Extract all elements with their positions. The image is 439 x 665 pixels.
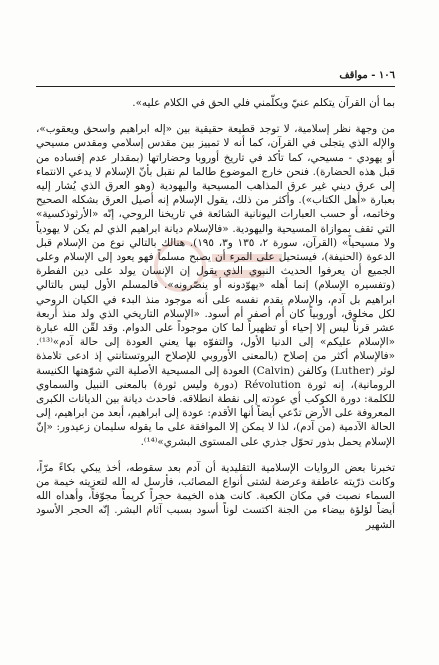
opening-line: بما أن القرآن يتكلم عنيّ ويكلّمني فلي الحق في الكلام عليه».	[132, 97, 395, 109]
paragraph-2: تخبرنا بعض الروايات الإسلامية التقليدية أن آدم بعد سقوطه، أخذ يبكي بكاءً مرّاً، وكانت ذرّيته عاطفة وعرضة لشتى أنواع المصائب، فأرسل له الله لتعزيته خيمة من السماء نصبت في مكان الكعبة. كانت هذه الخيمة حجراً كريماً مجوّفاً، وأهداه الله أيضاً لؤلؤة بيضاء من الجنة اكتست لوناً أسود بسبب آثام البشر. إنّه الحجر الأسود الشهير	[36, 461, 395, 531]
page-header-title: ١٠٦ - مواقف	[339, 70, 395, 81]
paragraph-1: من وجهة نظر إسلامية، لا توجد قطيعة حقيقية بين «إله ابراهيم واسحق ويعقوب»، والإله الذي يتجلى في القرآن، كما أنه لا تمييز بين مقدس إسلامي ومقدس مسيحي أو يهودي - مسيحي، كما تأكد في تاريخ أوروبا وحضاراتها (بمقدار عدم إفساده من قبل هذه الحضارة). فنحن خارج الموضوع طالما لم نقبل بأنّ الإسلام لا يدعي الانتماء إلى عرق ديني غير عرق المذاهب المسيحية واليهودية (وهو العرق الذي يُشار إليه بعبارة «أهل الكتاب»). وأكثر من ذلك، يقول الإسلام إنه أصيل العرق بشكله الصحيح وخاتمه، أو حسب العبارات اليونانية الشائعة في تاريخنا الروحي، إنّه «الأرثوذكسية» التي تقف بموازاة المسيحية واليهودية. «فالإسلام ديانة ابراهيم الذي لم يكن لا يهودياً ولا مسيحياً» (القرآن، سورة ٢، ١٣٥ و٣، ١٩٥). هنالك بالتالي نوع من الإسلام قبل الدعوة (الحنيفة)، فيستحيل على المرء أن يصبح مسلماً فهو يعود إلى الإسلام وعلى الجميع أن يعرفوا الحديث النبوي الذي يقول إن الإنسان يولد على دين الفطرة (وتفسيره الإسلام) إنما أهله «يهوّدونه أو ينصّرونه». فالمسلم الأول ليس بالتالي ابراهيم بل آدم، والإسلام يقدم نفسه على أنه موجود منذ البدء في الكيان الروحي لكل مخلوق، أوروبياً كان أم أصفر أم أسود. «الإسلام التاريخي الذي ولد منذ أربعة عشر قرناً ليس إلا إحياء أو تظهيراً لما كان موجوداً على الدوام. وقد لقّن الله عبارة «الإسلام عليكم» إلى الدنيا الأول، والتفوّه بها يعني العودة إلى حالة آدم»⁽¹³⁾. «فالإسلام أكثر من إصلاح (بالمعنى الأوروبي للإصلاح البروتستانتي إذ ادعى تلامذة لوثر (Luther) وكالفن (Calvin) العودة إلى المسيحية الأصلية التي شوّهتها الكنيسة الرومانية)، إنه ثورة Révolution (دورة وليس ثورة) بالمعنى النبيل والسماوي للكلمة: دورة الكوكب أي عودته إلى نقطة انطلاقه. فاحدث ديانة بين الديانات الكبرى المعروفة على الأرض تدّعي أيضاً أنها الأقدم: عودة إلى ابراهيم، أبعد من ابراهيم، إلى الحالة الآدمية (من آدم)، لذا لا يمكن إلا الموافقة على ما يقوله سليمان زعيدور: «إنّ الإسلام يحمل بذور تحوّل جذري على المستوى البشري»⁽¹⁴⁾.	[36, 123, 395, 448]
header-divider	[36, 86, 395, 87]
page-header	[36, 70, 395, 86]
body-text	[36, 96, 395, 532]
